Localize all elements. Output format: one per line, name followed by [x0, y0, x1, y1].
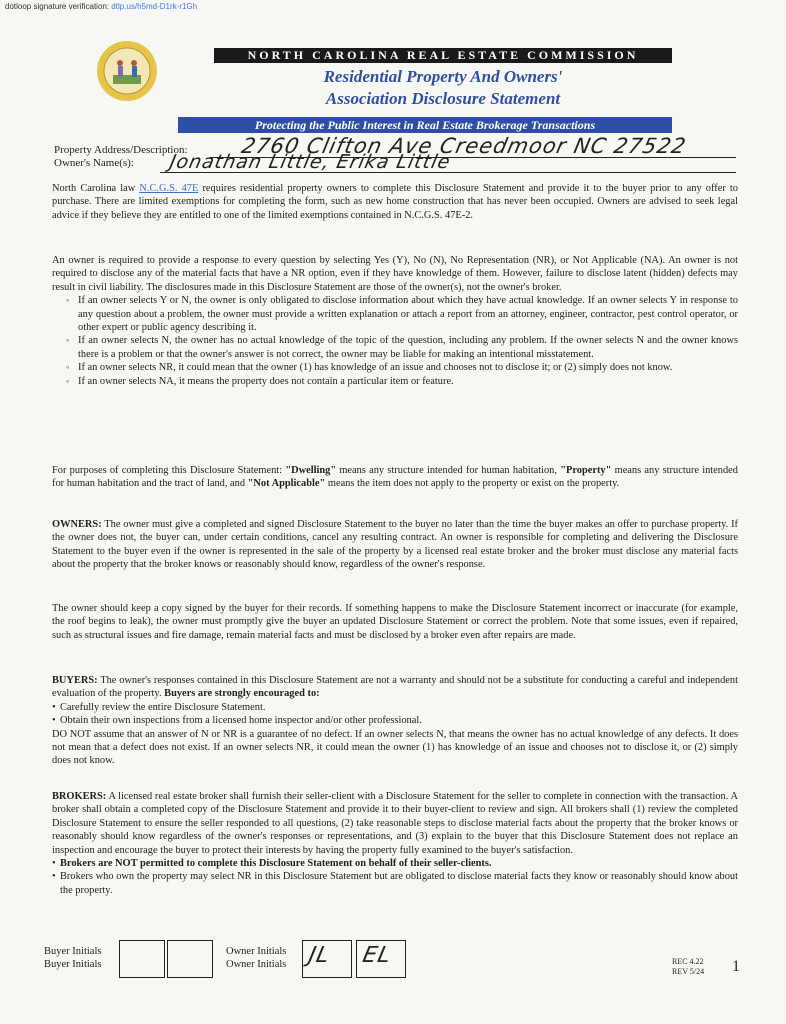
buyers-section: BUYERS: The owner's responses contained in this Disclosure Statement are not a warranty and should not be a substitute for conducting a careful and independent evaluation of the property. Buyers are strongly encouraged to: • Carefully review the entire Disclosure Statement. • Obtain their own inspections from a licensed home inspector and/or other professional. DO NOT assume that an answer of N or NR is a guarantee of no defect. If an owner selects N, that means the owner has no actual knowledge of any defects. It does not mean that a defect does not exist. If an owner selects NR, it could mean the owner (1) has knowledge of an issue and chooses not to disclose it, or (2) simply does not know. [52, 674, 738, 768]
list-item: • Brokers are NOT permitted to complete this Disclosure Statement on behalf of their seller-clients. [52, 857, 738, 870]
revision-info: REC 4.22 REV 5/24 [672, 957, 705, 976]
owner-initials-1: JL [306, 943, 333, 968]
commission-seal-icon [96, 40, 158, 102]
tagline-banner: Protecting the Public Interest in Real Estate Brokerage Transactions [178, 117, 672, 133]
owners-section: OWNERS: The owner must give a completed and signed Disclosure Statement to the buyer no later than the time the buyer makes an offer to purchase property. If the owner does not, the buyer can, under certain conditions, cancel any resulting contract. An owner is responsible for completing and delivering the Disclosure Statement to the buyer even if the owner is represented in the sale of the property by a licensed real estate broker and the broker must disclose any material facts about the property that the broker knows or reasonably should know, regardless of the owner's response. [52, 519, 738, 571]
requirement-paragraph: An owner is required to provide a response to every question by selecting Yes (Y), No (N), No Representation (NR), or Not Applicable (NA). An owner is not required to disclose any of the material facts that have a NR option, even if they have knowledge of them. However, failure to disclose latent (hidden) defects may result in civil liability. The disclosures made in this Disclosure Statement are those of the owner(s), not the owner's broker. ◦ If an owner selects Y or N, the owner is only obligated to disclose information about which they have actual knowledge. If an owner selects Y in response to any question about a problem, the owner must provide a written explanation or attach a report from an attorney, engineer, contractor, pest control operator, or other expert or public agency describing it. ◦ If an owner selects N, the owner has no actual knowledge of the topic of the question, including any problem. If the owner selects N and the owner knows there is a problem or that the owner's answer is not correct, the owner may be liable for making an intentional misstatement. ◦ If an owner selects NR, it could mean that the owner (1) has knowledge of an issue and chooses not to disclose it; or (2) simply does not know. ◦ If an owner selects NA, it means the property does not contain a particular item or feature. [52, 254, 738, 388]
owners-heading: OWNERS: [52, 519, 102, 530]
buyer-initials-label: Buyer Initials Buyer Initials [44, 946, 102, 970]
list-item: ◦ If an owner selects Y or N, the owner is only obligated to disclose information about which they have actual knowledge. If an owner selects Y in response to any question about a problem, the owner must provide a written explanation or attach a report from an attorney, engineer, contractor, pest control operator, or other expert or public agency describing it. [78, 294, 738, 334]
verification-label: dotloop signature verification: [5, 2, 110, 11]
owners-value[interactable]: Jonathan Little, Erika Little [167, 151, 453, 173]
list-item: • Brokers who own the property may select NR in this Disclosure Statement but are obligated to disclose material facts they know or reasonably should know about the property. [52, 870, 738, 897]
owner-initials-box-1[interactable] [302, 940, 352, 978]
verification-link[interactable]: dtlp.us/h5md-D1rk-r1Gh [111, 2, 198, 11]
brokers-section: BROKERS: A licensed real estate broker shall furnish their seller-client with a Disclosure Statement for the seller to complete in connection with the transaction. A broker shall obtain a completed copy of the Disclosure Statement and provide it to their buyer-client to review and sign. All brokers shall (1) review the completed Disclosure Statement to ensure the seller responded to all questions, (2) take reasonable steps to disclose material facts about the property that the broker knows or reasonably should know regardless of the owner's responses or representations, and (3) explain to the buyer that this Disclosure Statement does not replace an inspection and encourage the buyer to protect their interests by having the property fully examined to the buyer's satisfaction. • Brokers are NOT permitted to complete this Disclosure Statement on behalf of their seller-clients. • Brokers who own the property may select NR in this Disclosure Statement but are obligated to disclose material facts they know or reasonably should know about the property. [52, 790, 738, 897]
owner-initials-label: Owner Initials Owner Initials [226, 946, 287, 970]
owner-initials-box-2[interactable] [356, 940, 406, 978]
form-title-line-1: Residential Property And Owners' [323, 67, 563, 86]
definitions-paragraph: For purposes of completing this Disclosure Statement: "Dwelling" means any structure intended for human habitation, "Property" means any structure intended for human habitation and the tract of land, and "Not Applicable" means the item does not apply to the property or exist on the property. [52, 465, 738, 490]
list-item: • Carefully review the entire Disclosure Statement. [52, 701, 738, 714]
keep-copy-paragraph: The owner should keep a copy signed by the buyer for their records. If something happens to make the Disclosure Statement incorrect or inaccurate (for example, the roof begins to leak), the owner must promptly give the buyer an updated Disclosure Statement or correct the problem. Note that some issues, even if repaired, such as structural issues and fire damage, remain material facts and must be disclosed by a broker even after repairs are made. [52, 603, 738, 641]
form-title [214, 66, 672, 110]
page-number: 1 [732, 958, 740, 975]
intro-paragraph: North Carolina law N.C.G.S. 47E requires residential property owners to complete this Disclosure Statement and provide it to the buyer prior to any offer to purchase. There are limited exemptions for completing the form, such as new home construction that has never been occupied. Owners are advised to seek legal advice if they believe they are entitled to one of the limited exemptions contained in N.C.G.S. 47E-2. [52, 183, 738, 221]
commission-header: NORTH CAROLINA REAL ESTATE COMMISSION [214, 48, 672, 63]
address-value[interactable]: 2760 Clifton Ave Creedmoor NC 27522 [239, 134, 689, 158]
list-item: • Obtain their own inspections from a licensed home inspector and/or other professional. [52, 714, 738, 727]
form-title-line-2: Association Disclosure Statement [325, 89, 561, 108]
address-label: Property Address/Description: [54, 144, 188, 156]
buyer-initials-box-2[interactable] [167, 940, 213, 978]
buyer-initials-box-1[interactable] [119, 940, 165, 978]
brokers-heading: BROKERS: [52, 791, 107, 802]
buyers-heading: BUYERS: [52, 675, 98, 686]
list-item: ◦ If an owner selects NA, it means the property does not contain a particular item or feature. [78, 375, 738, 388]
list-item: ◦ If an owner selects N, the owner has no actual knowledge of the topic of the question, including any problem. If the owner selects N and the owner knows there is a problem or that the owner's answer is not correct, the owner may be liable for making an intentional misstatement. [78, 334, 738, 361]
owner-initials-2: EL [360, 943, 394, 968]
owner-selection-list [52, 294, 738, 388]
list-item: ◦ If an owner selects NR, it could mean that the owner (1) has knowledge of an issue and chooses not to disclose it; or (2) simply does not know. [78, 361, 738, 374]
owners-label: Owner's Name(s): [54, 157, 134, 169]
verification-note [5, 2, 197, 11]
statute-link[interactable]: N.C.G.S. 47E [139, 183, 199, 194]
